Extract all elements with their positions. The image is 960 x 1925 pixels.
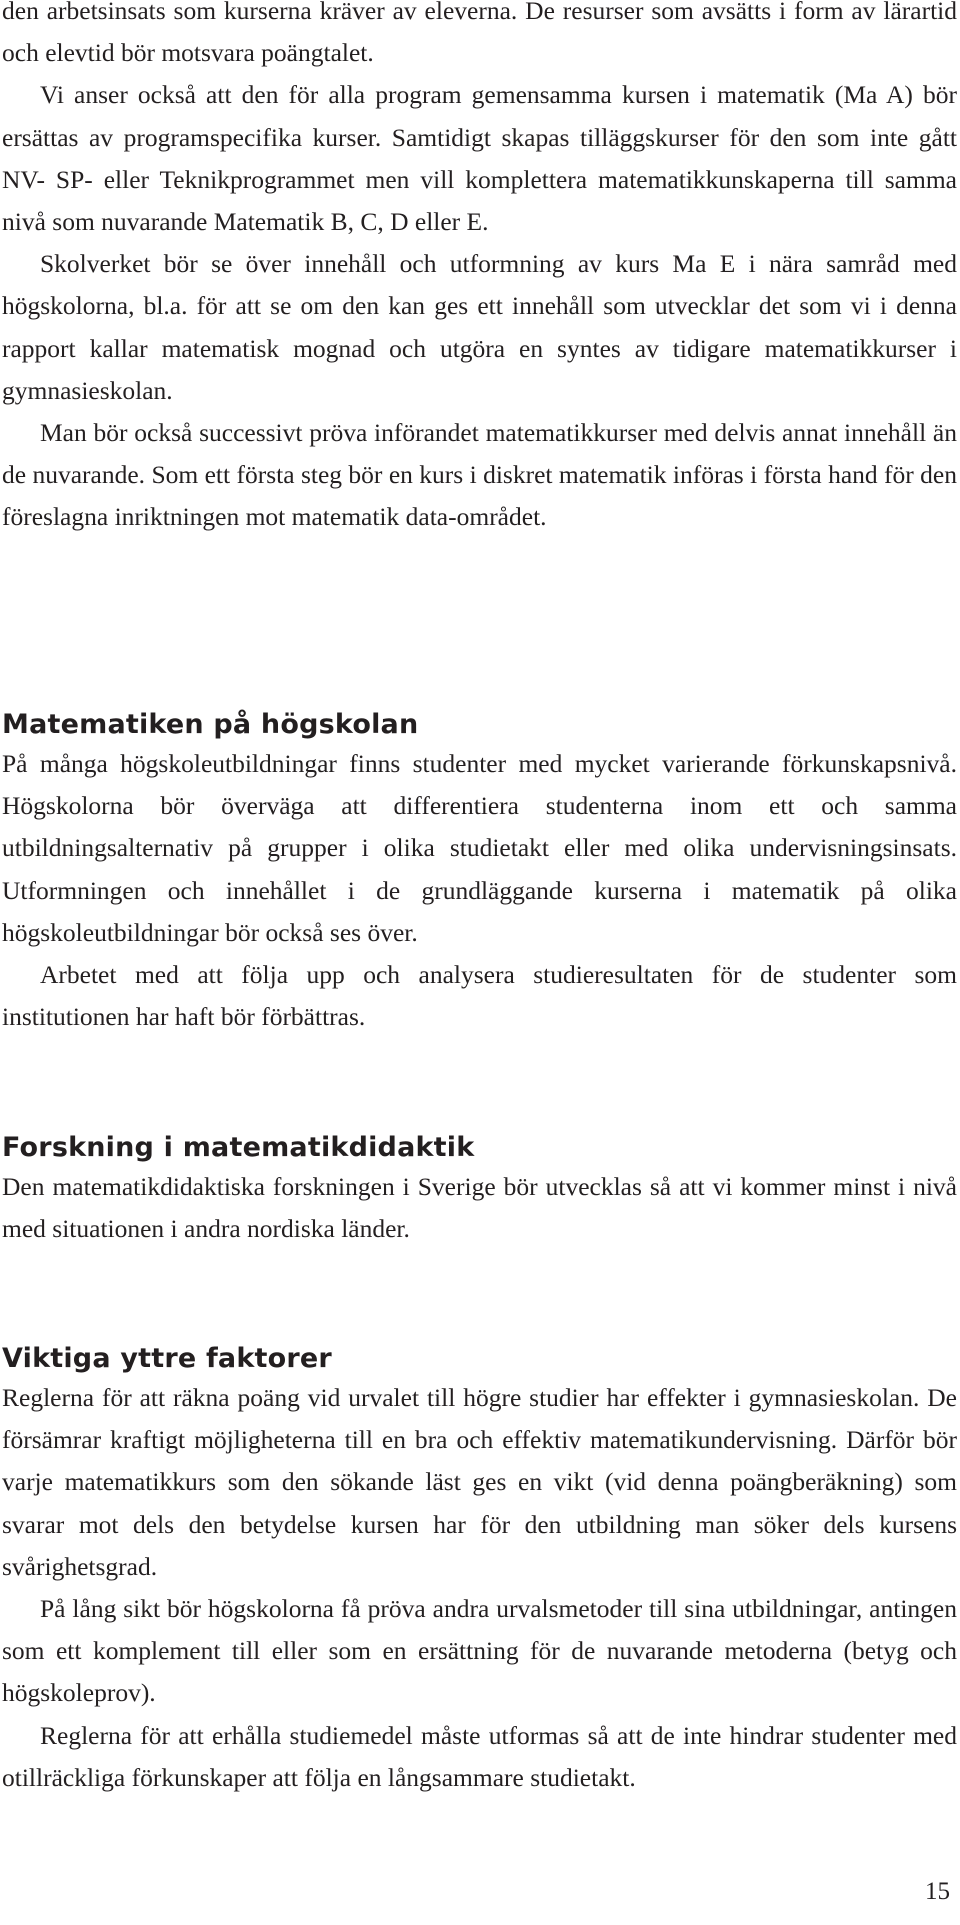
- section-viktiga-yttre-faktorer: [2, 1341, 957, 1799]
- section-heading: Viktiga yttre faktorer: [2, 1343, 332, 1374]
- section-matematiken-pa-hogskolan: [2, 707, 957, 1038]
- intro-paragraph-4: Man bör också successivt pröva införandet matematikkurser med delvis annat innehåll än de nuvarande. Som ett första steg bör en kurs i diskret matematik införas i första hand för den föreslagna inriktningen mot matematik data-området.: [2, 418, 957, 532]
- section-paragraph: Arbetet med att följa upp och analysera studieresultaten för de studenter som institutionen har haft bör förbättras.: [2, 960, 957, 1032]
- section-forskning-i-matematikdidaktik: [2, 1130, 957, 1250]
- section-paragraph: På många högskoleutbildningar finns studenter med mycket varierande förkunskapsnivå. Högskolorna bör överväga att differentiera studenterna inom ett och samma utbildningsalternativ på grupper i olika studietakt eller med olika undervisningsinsats. Utformningen och innehållet i de grundläggande kurserna i matematik på olika högskoleutbildningar bör också ses över.: [2, 749, 957, 947]
- section-paragraph: Den matematikdidaktiska forskningen i Sverige bör utvecklas så att vi kommer minst i nivå med situationen i andra nordiska länder.: [2, 1172, 957, 1244]
- intro-paragraph-2: Vi anser också att den för alla program gemensamma kursen i matematik (Ma A) bör ersättas av programspecifika kurser. Samtidigt skapas tilläggskurser för den som inte gått NV- SP- eller Teknikprogrammet men vill komplettera matematikkunskaperna till samma nivå som nuvarande Matematik B, C, D eller E.: [2, 80, 957, 237]
- intro-section: [2, 0, 957, 539]
- section-paragraph: Reglerna för att räkna poäng vid urvalet till högre studier har effekter i gymnasieskolan. De försämrar kraftigt möjligheterna till en bra och effektiv matematikundervisning. Därför bör varje matematikkurs som den sökande läst ges en vikt (vid denna poängberäkning) som svarar mot dels den betydelse kursen har för den utbildning man söker dels kursens svårighetsgrad.: [2, 1383, 957, 1581]
- intro-paragraph-3: Skolverket bör se över innehåll och utformning av kurs Ma E i nära samråd med högskolorna, bl.a. för att se om den kan ges ett innehåll som utvecklar det som vi i denna rapport kallar matematisk mognad och utgöra en syntes av tidigare matematikkurser i gymnasieskolan.: [2, 249, 957, 405]
- section-paragraph: På lång sikt bör högskolorna få pröva andra urvalsmetoder till sina utbildningar, antingen som ett komplement till eller som en ersättning för de nuvarande metoderna (betyg och högskoleprov).: [2, 1594, 957, 1708]
- section-heading: Matematiken på högskolan: [2, 709, 419, 740]
- intro-paragraph-1: den arbetsinsats som kurserna kräver av eleverna. De resurser som avsätts i form av lärartid och elevtid bör motsvara poängtalet.: [2, 0, 957, 68]
- section-heading: Forskning i matematikdidaktik: [2, 1132, 475, 1163]
- section-paragraph: Reglerna för att erhålla studiemedel måste utformas så att de inte hindrar studenter med otillräckliga förkunskaper att följa en långsammare studietakt.: [2, 1720, 957, 1792]
- page-number: 15: [925, 1878, 950, 1905]
